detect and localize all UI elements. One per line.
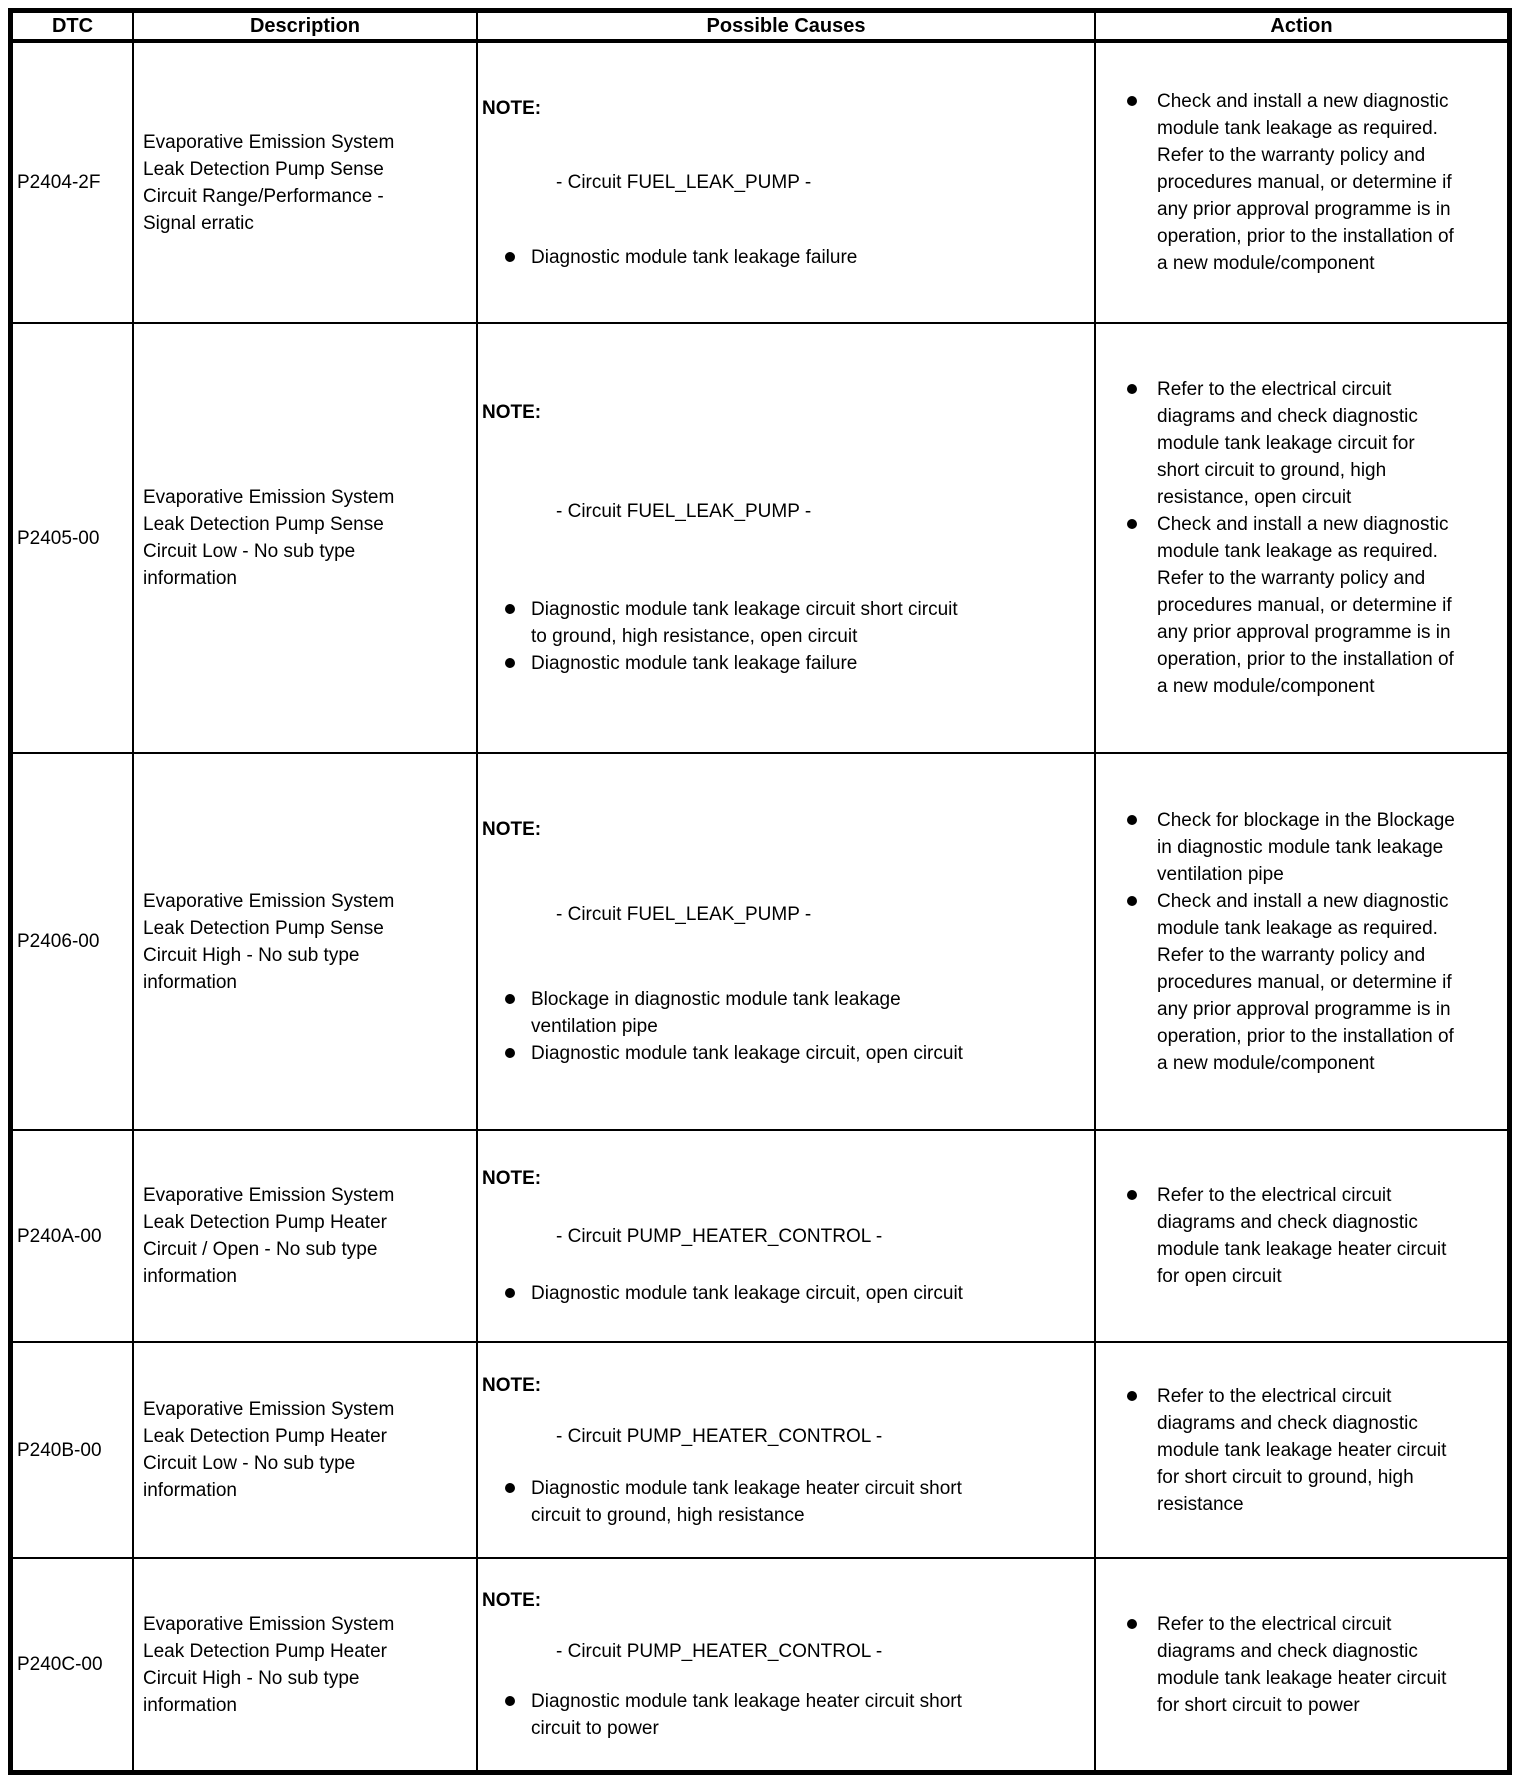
action-cell	[1096, 1131, 1507, 1341]
action-item	[1100, 807, 1503, 888]
causes-list	[478, 596, 1086, 677]
dtc-code: P2406-00	[17, 931, 100, 952]
note-label: NOTE:	[482, 97, 542, 119]
action-item	[1100, 88, 1503, 277]
action-item	[1100, 511, 1503, 700]
table-header-row	[13, 13, 1507, 43]
cause-item	[478, 1688, 1086, 1742]
description-text: Evaporative Emission System Leak Detection Pump Sense Circuit Range/Performance - Signal erratic	[143, 131, 395, 234]
description-text: Evaporative Emission System Leak Detection Pump Heater Circuit / Open - No sub type information	[143, 1185, 395, 1287]
table-header-dtc: DTC	[13, 13, 134, 39]
description-cell	[134, 1131, 478, 1341]
action-item-text: Refer to the electrical circuit diagrams and check diagnostic module tank leakage heater circuit for open circuit	[1157, 1185, 1447, 1287]
dtc-code: P240B-00	[17, 1439, 102, 1461]
action-item	[1100, 1383, 1503, 1518]
cause-item-text: Diagnostic module tank leakage heater circuit short circuit to ground, high resistance	[531, 1477, 962, 1526]
dtc-cell	[13, 1343, 134, 1557]
table-row	[13, 1131, 1507, 1343]
cause-item-text: Diagnostic module tank leakage circuit, open circuit	[531, 1282, 963, 1304]
description-cell	[134, 43, 478, 322]
dtc-code: P2405-00	[17, 527, 100, 549]
action-item-text: Check and install a new diagnostic module tank leakage as required. Refer to the warranty policy and procedures manual, or determine if any prior approval programme is in operation, prior to the installation of a new module/component	[1157, 514, 1454, 697]
cause-item-text: Diagnostic module tank leakage circuit short circuit to ground, high resistance, open circuit	[531, 598, 958, 647]
table-row	[13, 754, 1507, 1131]
action-item-text: Refer to the electrical circuit diagrams and check diagnostic module tank leakage circuit for short circuit to ground, high resistance, open circuit	[1157, 379, 1418, 508]
possible-causes-cell	[478, 1131, 1096, 1341]
possible-causes-cell	[478, 43, 1096, 322]
cause-item	[478, 650, 1086, 677]
dtc-table	[8, 8, 1512, 1775]
action-list	[1100, 807, 1503, 1077]
description-text: Evaporative Emission System Leak Detection Pump Heater Circuit Low - No sub type information	[143, 1399, 395, 1501]
possible-causes-cell	[478, 754, 1096, 1129]
table-row	[13, 1559, 1507, 1770]
table-header-description: Description	[134, 13, 478, 39]
action-list	[1100, 1611, 1503, 1719]
action-item-text: Check and install a new diagnostic module tank leakage as required. Refer to the warranty policy and procedures manual, or determine if any prior approval programme is in operation, prior to the installation of a new module/component	[1157, 890, 1454, 1074]
action-item-text: Refer to the electrical circuit diagrams and check diagnostic module tank leakage heater circuit for short circuit to power	[1157, 1613, 1447, 1716]
causes-list	[478, 1280, 1086, 1307]
cause-item	[478, 986, 1086, 1040]
cause-item-text: Diagnostic module tank leakage failure	[531, 652, 858, 674]
table-header-action: Action	[1270, 14, 1333, 37]
circuit-line: - Circuit FUEL_LEAK_PUMP -	[556, 904, 812, 925]
dtc-code: P240C-00	[17, 1654, 103, 1675]
cause-item	[478, 1475, 1086, 1529]
description-cell	[134, 1559, 478, 1770]
causes-list	[478, 1688, 1086, 1742]
description-text: Evaporative Emission System Leak Detection Pump Sense Circuit Low - No sub type information	[143, 487, 395, 589]
circuit-line: - Circuit FUEL_LEAK_PUMP -	[556, 500, 812, 522]
circuit-line: - Circuit PUMP_HEATER_CONTROL -	[556, 1426, 883, 1447]
table-header-causes: Possible Causes	[478, 13, 1096, 39]
action-list	[1100, 88, 1503, 277]
dtc-cell	[13, 1559, 134, 1770]
dtc-cell	[13, 43, 134, 322]
cause-item	[478, 1280, 1086, 1307]
action-cell	[1096, 1343, 1507, 1557]
action-list	[1100, 1383, 1503, 1518]
possible-causes-cell	[478, 1559, 1096, 1770]
circuit-line: - Circuit FUEL_LEAK_PUMP -	[556, 172, 812, 193]
cause-item-text: Diagnostic module tank leakage failure	[531, 246, 858, 268]
action-cell	[1096, 754, 1507, 1129]
dtc-code: P2404-2F	[17, 172, 101, 193]
action-item	[1100, 376, 1503, 511]
table-row	[13, 1343, 1507, 1559]
cause-item-text: Blockage in diagnostic module tank leakage ventilation pipe	[531, 989, 901, 1037]
dtc-cell	[13, 1131, 134, 1341]
cause-item	[478, 244, 1086, 271]
description-text: Evaporative Emission System Leak Detection Pump Heater Circuit High - No sub type information	[143, 1613, 395, 1716]
cause-item-text: Diagnostic module tank leakage circuit, open circuit	[531, 1043, 963, 1064]
possible-causes-cell	[478, 324, 1096, 752]
action-list	[1100, 1182, 1503, 1290]
note-label: NOTE:	[482, 1374, 542, 1396]
action-item-text: Check for blockage in the Blockage in diagnostic module tank leakage ventilation pipe	[1157, 809, 1455, 885]
dtc-cell	[13, 754, 134, 1129]
action-item-text: Check and install a new diagnostic module tank leakage as required. Refer to the warranty policy and procedures manual, or determine if any prior approval programme is in operation, prior to the installation of a new module/component	[1157, 91, 1454, 274]
circuit-line: - Circuit PUMP_HEATER_CONTROL -	[556, 1225, 883, 1247]
table-row	[13, 324, 1507, 754]
causes-list	[478, 986, 1086, 1067]
dtc-code: P240A-00	[17, 1225, 102, 1247]
note-label: NOTE:	[482, 819, 542, 840]
action-item-text: Refer to the electrical circuit diagrams and check diagnostic module tank leakage heater circuit for short circuit to ground, high resistance	[1157, 1385, 1447, 1515]
cause-item-text: Diagnostic module tank leakage heater circuit short circuit to power	[531, 1691, 962, 1740]
cause-item	[478, 1040, 1086, 1067]
description-cell	[134, 324, 478, 752]
action-cell	[1096, 1559, 1507, 1770]
cause-item	[478, 596, 1086, 650]
action-item	[1100, 1611, 1503, 1719]
action-item	[1100, 1182, 1503, 1290]
note-label: NOTE:	[482, 402, 542, 424]
causes-list	[478, 1475, 1086, 1529]
note-label: NOTE:	[482, 1168, 542, 1190]
dtc-cell	[13, 324, 134, 752]
action-item	[1100, 888, 1503, 1077]
action-cell	[1096, 324, 1507, 752]
action-list	[1100, 376, 1503, 700]
circuit-line: - Circuit PUMP_HEATER_CONTROL -	[556, 1640, 883, 1662]
causes-list	[478, 244, 1086, 271]
action-cell	[1096, 43, 1507, 322]
table-row	[13, 43, 1507, 324]
possible-causes-cell	[478, 1343, 1096, 1557]
note-label: NOTE:	[482, 1589, 542, 1611]
description-cell	[134, 754, 478, 1129]
description-text: Evaporative Emission System Leak Detection Pump Sense Circuit High - No sub type information	[143, 890, 395, 993]
description-cell	[134, 1343, 478, 1557]
